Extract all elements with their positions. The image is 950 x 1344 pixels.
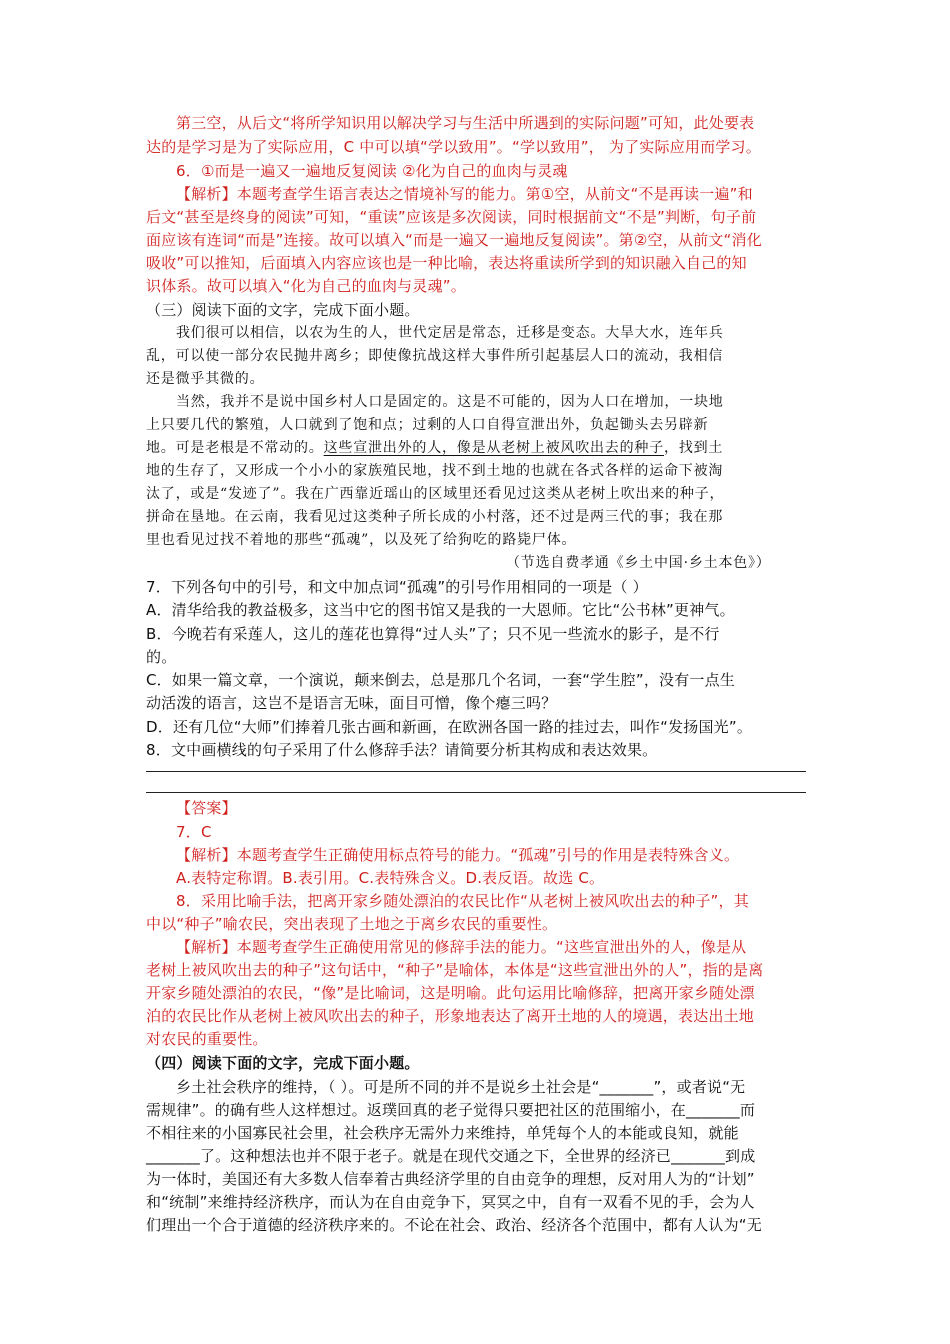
option-c: C．如果一篇文章，一个演说，颠来倒去，总是那几个名词，一套“学生腔”，没有一点生 <box>146 671 736 689</box>
q8-analysis-line: 泊的农民比作从老树上被风吹出去的种子，形象地表达了离开土地的人的境遇，表达出土地 <box>146 1007 755 1025</box>
q6-analysis-line: 后文“甚至是终身的阅读”可知，“重读”应该是多次阅读，同时根据前文“不是”判断，句子前 <box>146 208 757 226</box>
source-citation: （节选自费孝通《乡土中国·乡土本色》） <box>506 555 771 571</box>
question-7: 7．下列各句中的引号，和文中加点词“孤魂”的引号作用相同的一项是（ ） <box>146 578 648 596</box>
q6-analysis-line: 吸收”可以推知，后面填入内容应该也是一种比喻，表达将重读所学到的知识融入自己的知 <box>146 254 747 272</box>
option-c-cont: 动活泼的语言，这岂不是语言无味，面目可憎，像个瘪三吗？ <box>146 694 557 712</box>
passage-line: 当然，我并不是说中国乡村人口是固定的。这是不可能的，因为人口在增加，一块地 <box>176 394 724 410</box>
q7-analysis: 【解析】本题考查学生正确使用标点符号的能力。“孤魂”引号的作用是表特殊含义。 <box>176 846 740 864</box>
section-heading: （三）阅读下面的文字，完成下面小题。 <box>146 301 420 319</box>
option-b-cont: 的。 <box>146 648 177 666</box>
q8-analysis-line: 【解析】本题考查学生正确使用常见的修辞手法的能力。“这些宣泄出外的人，像是从 <box>176 938 747 956</box>
q8-analysis-line: 对农民的重要性。 <box>146 1030 268 1048</box>
question-8: 8．文中画横线的句子采用了什么修辞手法？请简要分析其构成和表达效果。 <box>146 741 658 759</box>
passage-line: 汰了，或是“发迹了”。我在广西靠近瑶山的区域里还看见过这类从老树上吹出来的种子， <box>146 486 725 502</box>
answer-tag: 【答案】 <box>176 799 237 817</box>
passage-line: 为一体时，美国还有大多数人信奉着古典经济学里的自由竞争的理想，反对用人为的“计划” <box>146 1170 755 1188</box>
option-a: A．清华给我的教益极多，这当中它的图书馆又是我的一大恩师。它比“公书林”更神气。 <box>146 601 735 619</box>
passage-line: 里也看见过找不着地的那些“孤魂”，以及死了给狗吃的路毙尸体。 <box>146 532 577 548</box>
passage-line: 我们很可以相信，以农为生的人，世代定居是常态，迁移是变态。大旱大水，连年兵 <box>176 325 724 341</box>
q8-answer: 8．采用比喻手法，把离开家乡随处漂泊的农民比作“从老树上被风吹出去的种子”，其 <box>176 892 749 910</box>
passage-line: 和“统制”来维持经济秩序，而认为在自由竞争下，冥冥之中，自有一双看不见的手，会为人 <box>146 1193 755 1211</box>
q8-analysis-line: 开家乡随处漂泊的农民，“像”是比喻词，这是明喻。此句运用比喻修辞，把离开家乡随处漂 <box>146 984 755 1002</box>
section-heading: （四）阅读下面的文字，完成下面小题。 <box>146 1054 420 1072</box>
passage-line <box>146 438 723 458</box>
passage-line: 们理出一个合于道德的经济秩序来的。不论在社会、政治、经济各个范围中，都有人认为“无 <box>146 1216 762 1234</box>
q8-answer: 中以“种子”喻农民，突出表现了土地之于离乡农民的重要性。 <box>146 915 558 933</box>
passage-line: 上只要几代的繁殖，人口就到了饱和点；过剩的人口自得宣泄出外，负起锄头去另辟新 <box>146 417 709 433</box>
passage-line: 还是微乎其微的。 <box>146 371 265 387</box>
option-b: B．今晚若有采莲人，这儿的莲花也算得“过人头”了；只不见一些流水的影子，是不行 <box>146 625 720 643</box>
q8-analysis-line: 老树上被风吹出去的种子”这句话中，“种子”是喻体，本体是“这些宣泄出外的人”，指的是离 <box>146 961 764 979</box>
answer-line <box>146 792 806 793</box>
q6-analysis-line: 识体系。故可以填入“化为自己的血肉与灵魂”。 <box>146 277 466 295</box>
passage-line: 需规律”。的确有些人这样想过。返璞回真的老子觉得只要把社区的范围缩小，在_______而 <box>146 1101 756 1119</box>
passage-line: 不相往来的小国寡民社会里，社会秩序无需外力来维持，单凭每个人的本能或良知，就能 <box>146 1124 739 1142</box>
answer-line <box>146 771 806 772</box>
underlined-sentence: 这些宣泄出外的人，像是从老树上被风吹出去的种子 <box>323 440 665 456</box>
passage-line: 乱，可以使一部分农民抛井离乡；即使像抗战这样大事件所引起基层人口的流动，我相信 <box>146 348 724 364</box>
passage-line: 乡土社会秩序的维持，（ ）。可是所不同的并不是说乡土社会是“_______”，或者说“无 <box>176 1078 746 1096</box>
q7-answer: 7．C <box>176 823 212 841</box>
q7-analysis: A.表特定称谓。B.表引用。C.表特殊含义。D.表反语。故选 C。 <box>176 869 605 887</box>
passage-line: _______了。这种想法也并不限于老子。就是在现代交通之下，全世界的经济已_______到成 <box>146 1147 756 1165</box>
passage-line: 地的生存了，又形成一个小小的家族殖民地，找不到土地的也就在各式各样的运命下被淘 <box>146 463 724 479</box>
q6-analysis-line: 面应该有连词“而是”连接。故可以填入“而是一遍又一遍地反复阅读”。第②空，从前文“消化 <box>146 231 762 249</box>
option-d: D．还有几位“大师”们捧着几张古画和新画，在欧洲各国一路的挂过去，叫作“发扬国光”。 <box>146 718 753 736</box>
q6-answer: 6．①而是一遍又一遍地反复阅读 ②化为自己的血肉与灵魂 <box>176 162 568 180</box>
passage-line: 拼命在垦地。在云南，我看见过这类种子所长成的小村落，还不过是两三代的事；我在那 <box>146 509 724 525</box>
answer-text-line: 达的是学习是为了实际应用，C 中可以填“学以致用”。“学以致用”， 为了实际应用而学习。 <box>146 138 761 156</box>
passage-text: 地。可是老根是不常动的。 <box>146 440 324 456</box>
answer-text-line: 第三空，从后文“将所学知识用以解决学习与生活中所遇到的实际问题”可知，此处要表 <box>176 114 755 132</box>
q6-analysis-line: 【解析】本题考查学生语言表达之情境补写的能力。第①空，从前文“不是再读一遍”和 <box>176 185 753 203</box>
passage-text: ，找到土 <box>664 440 724 456</box>
